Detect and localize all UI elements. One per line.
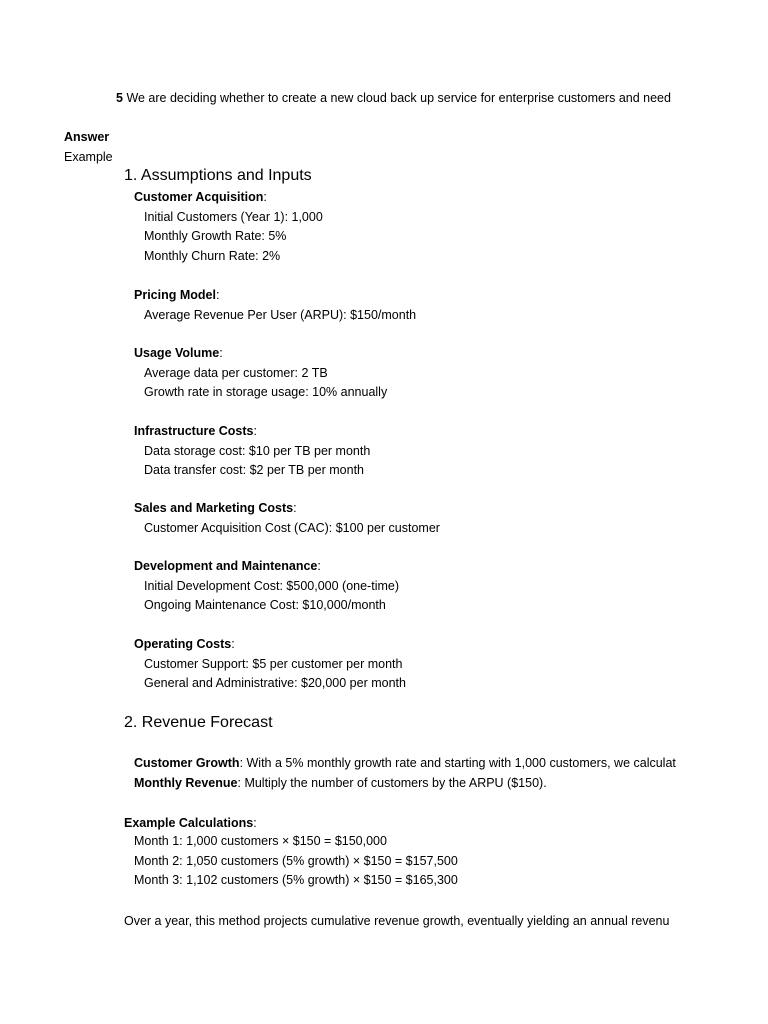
group-item: Initial Development Cost: $500,000 (one-time) (144, 578, 399, 593)
assumption-group-pricing-model: Pricing Model: Average Revenue Per User (ARPU): $150/month (134, 286, 416, 325)
assumption-group-operating-costs: Operating Costs: Customer Support: $5 per customer per month General and Administrative: $20,000 per month (134, 635, 406, 694)
calculation-item: Month 3: 1,102 customers (5% growth) × $150 = $165,300 (134, 873, 458, 887)
monthly-revenue-text: : Multiply the number of customers by the ARPU ($150). (237, 776, 547, 790)
example-calculations-label-line: Example Calculations: (124, 816, 257, 830)
group-item: Monthly Churn Rate: 2% (144, 248, 281, 263)
question-number: 5 (116, 91, 123, 105)
assumption-group-sales-marketing: Sales and Marketing Costs: Customer Acquisition Cost (CAC): $100 per customer (134, 499, 440, 538)
question-line (116, 89, 671, 109)
section-1-heading: 1. Assumptions and Inputs (124, 167, 312, 184)
group-title: Sales and Marketing Costs (134, 501, 294, 515)
group-item: Data transfer cost: $2 per TB per month (144, 463, 365, 477)
section-2-heading: 2. Revenue Forecast (124, 714, 273, 731)
customer-growth-text: : With a 5% monthly growth rate and starting with 1,000 customers, we calculat (239, 756, 676, 770)
summary-line: Over a year, this method projects cumulative revenue growth, eventually yielding an annual revenu (124, 914, 670, 928)
group-item: Growth rate in storage usage: 10% annually (144, 385, 388, 399)
group-item: General and Administrative: $20,000 per month (144, 676, 406, 690)
assumption-group-customer-acquisition: Customer Acquisition: Initial Customers (Year 1): 1,000 Monthly Growth Rate: 5% Monthly Churn Rate: 2% (134, 188, 323, 266)
calculation-item: Month 1: 1,000 customers × $150 = $150,000 (134, 834, 387, 848)
customer-growth-line (134, 754, 682, 774)
assumption-group-infrastructure-costs: Infrastructure Costs: Data storage cost: $10 per TB per month Data transfer cost: $2 per TB per month (134, 422, 370, 481)
group-title: Pricing Model (134, 288, 216, 302)
group-title: Operating Costs (134, 637, 232, 651)
group-item: Customer Support: $5 per customer per month (144, 656, 403, 671)
group-title: Infrastructure Costs (134, 424, 254, 438)
group-item: Average Revenue Per User (ARPU): $150/month (144, 307, 417, 322)
example-calculations-list (134, 832, 458, 891)
question-text: We are deciding whether to create a new cloud back up service for enterprise customers and need (126, 91, 671, 105)
group-item: Data storage cost: $10 per TB per month (144, 443, 371, 458)
answer-label: Answer (64, 130, 110, 144)
group-item: Ongoing Maintenance Cost: $10,000/month (144, 598, 386, 612)
group-item: Customer Acquisition Cost (CAC): $100 per customer (144, 520, 440, 535)
assumption-group-usage-volume: Usage Volume: Average data per customer: 2 TB Growth rate in storage usage: 10% annually (134, 344, 387, 403)
calculation-item: Month 2: 1,050 customers (5% growth) × $150 = $157,500 (134, 853, 458, 868)
customer-growth-label: Customer Growth (134, 756, 240, 770)
monthly-revenue-label: Monthly Revenue (134, 776, 238, 790)
example-calculations-label: Example Calculations (124, 816, 254, 830)
group-item: Initial Customers (Year 1): 1,000 (144, 209, 323, 224)
group-title: Customer Acquisition (134, 190, 264, 204)
monthly-revenue-line (134, 774, 547, 794)
group-item: Monthly Growth Rate: 5% (144, 229, 287, 243)
group-item: Average data per customer: 2 TB (144, 365, 328, 380)
example-label: Example (64, 150, 113, 164)
group-title: Usage Volume (134, 346, 220, 360)
group-title: Development and Maintenance (134, 559, 318, 573)
assumption-group-development-maintenance: Development and Maintenance: Initial Development Cost: $500,000 (one-time) Ongoing Maintenance Cost: $10,000/month (134, 557, 399, 616)
